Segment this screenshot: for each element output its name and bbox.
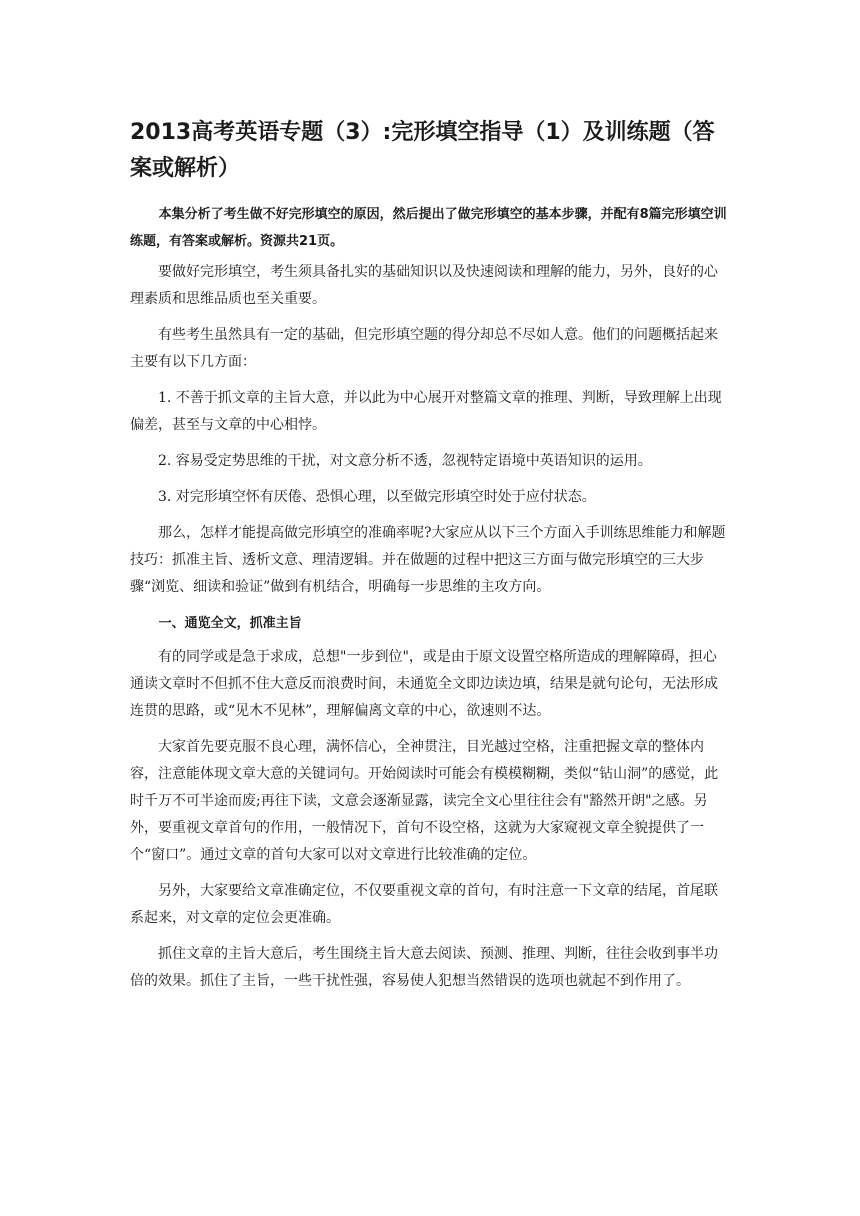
paragraph: 那么，怎样才能提高做完形填空的准确率呢?大家应从以下三个方面入手训练思维能力和解题技巧：抓准主旨、透析文意、理清逻辑。并在做题的过程中把这三方面与做完形填空的三大步骤“浏览、细读和验证”做到有机结合，明确每一步思维的主攻方向。 [130, 525, 726, 595]
list-item: 1. 不善于抓文章的主旨大意，并以此为中心展开对整篇文章的推理、判断，导致理解上出现偏差，甚至与文章的中心相悖。 [130, 390, 722, 433]
document-body [130, 115, 730, 1004]
paragraph: 有的同学或是急于求成，总想"一步到位"，或是由于原文设置空格所造成的理解障碍，担心通读文章时不但抓不住大意反而浪费时间，未通览全文即边读边填，结果是就句论句，无法形成连贯的思路，或“见木不见林”，理解偏离文章的中心，欲速则不达。 [130, 649, 718, 719]
document-title: 2013高考英语专题（3）:完形填空指导（1）及训练题（答案或解析） [130, 120, 715, 181]
paragraph: 另外，大家要给文章准确定位，不仅要重视文章的首句，有时注意一下文章的结尾，首尾联系起来，对文章的定位会更准确。 [130, 883, 718, 926]
paragraph: 大家首先要克服不良心理，满怀信心，全神贯注，目光越过空格，注重把握文章的整体内容，注意能体现文章大意的关键词句。开始阅读时可能会有模模糊糊，类似“钻山洞”的感觉，此时千万不可半途而废;再往下读，文意会逐渐显露，读完全文心里往往会有"豁然开朗"之感。另外，要重视文章首句的作用，一般情况下，首句不设空格，这就为大家窥视文章全貌提供了一个“窗口”。通过文章的首句大家可以对文章进行比较准确的定位。 [130, 739, 719, 863]
list-item: 3. 对完形填空怀有厌倦、恐惧心理，以至做完形填空时处于应付状态。 [158, 489, 596, 505]
intro-summary: 本集分析了考生做不好完形填空的原因，然后提出了做完形填空的基本步骤，并配有8篇完形填空训练题，有答案或解析。资源共21页。 [130, 207, 727, 249]
section-heading: 一、通览全文，抓准主旨 [158, 616, 302, 631]
paragraph: 要做好完形填空，考生须具备扎实的基础知识以及快速阅读和理解的能力，另外，良好的心理素质和思维品质也至关重要。 [130, 264, 718, 307]
paragraph: 有些考生虽然具有一定的基础，但完形填空题的得分却总不尽如人意。他们的问题概括起来主要有以下几方面： [130, 327, 718, 370]
paragraph: 抓住文章的主旨大意后，考生围绕主旨大意去阅读、预测、推理、判断，往往会收到事半功倍的效果。抓住了主旨，一些干扰性强，容易使人犯想当然错误的选项也就起不到作用了。 [130, 946, 718, 989]
list-item: 2. 容易受定势思维的干扰，对文意分析不透，忽视特定语境中英语知识的运用。 [158, 453, 652, 469]
